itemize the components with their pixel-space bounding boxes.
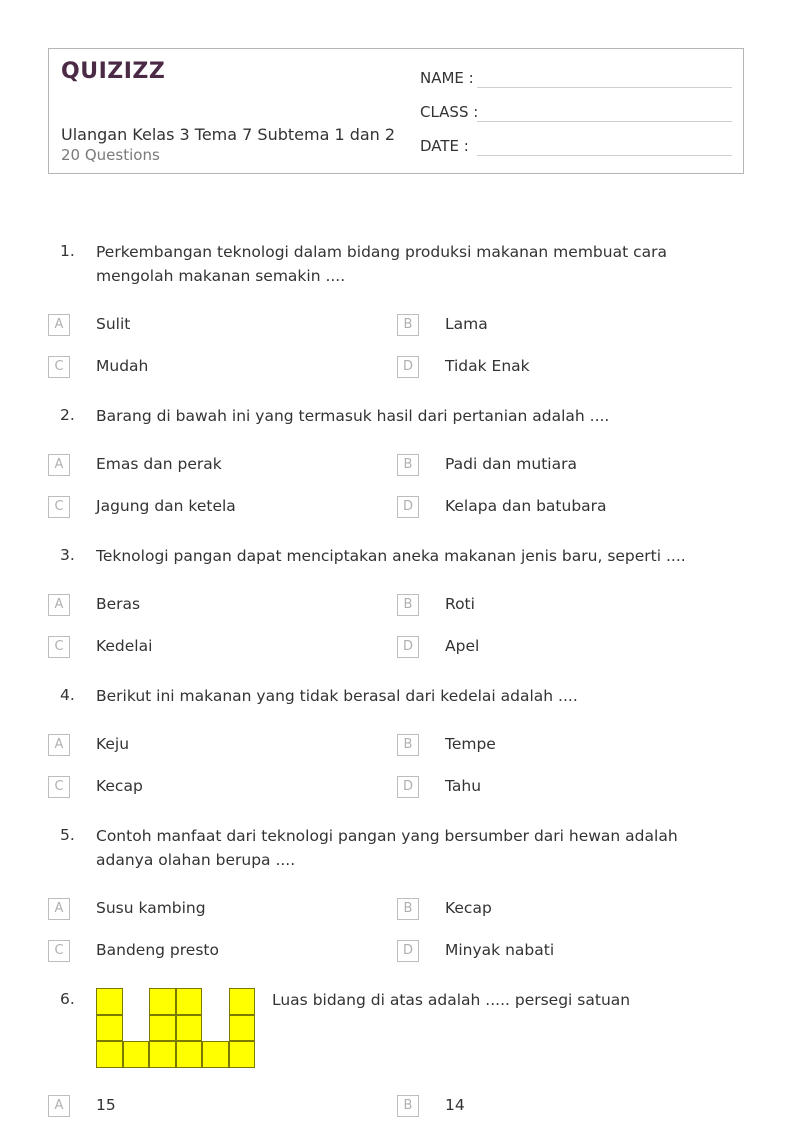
question-text: Barang di bawah ini yang termasuk hasil dari pertanian adalah ....	[96, 407, 610, 425]
option-c-text[interactable]: Bandeng presto	[96, 941, 219, 959]
grid-cell	[149, 1041, 176, 1068]
grid-cell	[96, 1041, 123, 1068]
class-field[interactable]	[420, 103, 478, 121]
quizizz-logo: QUIZIZZ	[61, 59, 166, 84]
question-number: 6.	[60, 990, 75, 1008]
option-a-text[interactable]: Keju	[96, 735, 130, 753]
date-label: DATE :	[420, 137, 469, 155]
option-d-box[interactable]: D	[397, 496, 419, 518]
grid-cell	[229, 1041, 256, 1068]
option-c-text[interactable]: Mudah	[96, 357, 149, 375]
option-c-text[interactable]: Kedelai	[96, 637, 153, 655]
option-a-box[interactable]: A	[48, 454, 70, 476]
option-d-box[interactable]: D	[397, 636, 419, 658]
option-b-text[interactable]: Kecap	[445, 899, 492, 917]
option-c-box[interactable]: C	[48, 776, 70, 798]
option-b-box[interactable]: B	[397, 594, 419, 616]
question-text: Perkembangan teknologi dalam bidang produksi makanan membuat cara mengolah makanan semakin ....	[96, 243, 667, 285]
question-text: Contoh manfaat dari teknologi pangan yang bersumber dari hewan adalah adanya olahan berupa ....	[96, 827, 678, 869]
option-b-box[interactable]: B	[397, 1095, 419, 1117]
question-text: Berikut ini makanan yang tidak berasal dari kedelai adalah ....	[96, 687, 578, 705]
question-count: 20 Questions	[61, 146, 160, 164]
option-a-text[interactable]: 15	[96, 1096, 116, 1114]
name-label: NAME :	[420, 69, 474, 87]
option-d-text[interactable]: Minyak nabati	[445, 941, 555, 959]
question-number: 3.	[60, 546, 75, 564]
question-number: 4.	[60, 686, 75, 704]
option-a-text[interactable]: Emas dan perak	[96, 455, 222, 473]
date-field[interactable]	[420, 137, 469, 155]
grid-cell	[229, 1015, 256, 1042]
grid-cell	[176, 988, 203, 1015]
grid-cell	[149, 988, 176, 1015]
grid-cell	[176, 1041, 203, 1068]
grid-cell	[202, 1041, 229, 1068]
option-a-box[interactable]: A	[48, 734, 70, 756]
option-c-box[interactable]: C	[48, 636, 70, 658]
option-a-box[interactable]: A	[48, 898, 70, 920]
option-d-box[interactable]: D	[397, 940, 419, 962]
option-a-box[interactable]: A	[48, 594, 70, 616]
name-field[interactable]	[420, 69, 474, 87]
question-number: 1.	[60, 242, 75, 260]
option-c-text[interactable]: Jagung dan ketela	[96, 497, 236, 515]
option-d-box[interactable]: D	[397, 776, 419, 798]
date-line	[477, 155, 732, 156]
option-b-box[interactable]: B	[397, 898, 419, 920]
option-b-text[interactable]: Roti	[445, 595, 475, 613]
quiz-title: Ulangan Kelas 3 Tema 7 Subtema 1 dan 2	[61, 125, 396, 144]
option-d-text[interactable]: Kelapa dan batubara	[445, 497, 607, 515]
option-a-box[interactable]: A	[48, 1095, 70, 1117]
class-line	[477, 121, 732, 122]
grid-cell	[123, 1041, 150, 1068]
question-text: Teknologi pangan dapat menciptakan aneka makanan jenis baru, seperti ....	[96, 547, 686, 565]
option-d-box[interactable]: D	[397, 356, 419, 378]
option-c-text[interactable]: Kecap	[96, 777, 143, 795]
option-d-text[interactable]: Tahu	[445, 777, 482, 795]
grid-cell	[96, 988, 123, 1015]
grid-cell	[96, 1015, 123, 1042]
option-c-box[interactable]: C	[48, 356, 70, 378]
class-label: CLASS :	[420, 103, 479, 121]
option-b-text[interactable]: Lama	[445, 315, 488, 333]
question-number: 2.	[60, 406, 75, 424]
option-c-box[interactable]: C	[48, 496, 70, 518]
grid-cell	[176, 1015, 203, 1042]
option-b-box[interactable]: B	[397, 314, 419, 336]
question-number: 5.	[60, 826, 75, 844]
option-c-box[interactable]: C	[48, 940, 70, 962]
option-a-text[interactable]: Susu kambing	[96, 899, 206, 917]
option-d-text[interactable]: Tidak Enak	[445, 357, 530, 375]
question-text: Luas bidang di atas adalah ..... persegi satuan	[272, 991, 631, 1009]
worksheet-header	[48, 48, 744, 174]
option-b-box[interactable]: B	[397, 454, 419, 476]
grid-cell	[149, 1015, 176, 1042]
option-b-text[interactable]: 14	[445, 1096, 465, 1114]
option-a-text[interactable]: Sulit	[96, 315, 131, 333]
option-a-box[interactable]: A	[48, 314, 70, 336]
option-b-box[interactable]: B	[397, 734, 419, 756]
name-line	[477, 87, 732, 88]
option-b-text[interactable]: Tempe	[445, 735, 496, 753]
option-b-text[interactable]: Padi dan mutiara	[445, 455, 577, 473]
option-d-text[interactable]: Apel	[445, 637, 480, 655]
grid-cell	[229, 988, 256, 1015]
option-a-text[interactable]: Beras	[96, 595, 141, 613]
